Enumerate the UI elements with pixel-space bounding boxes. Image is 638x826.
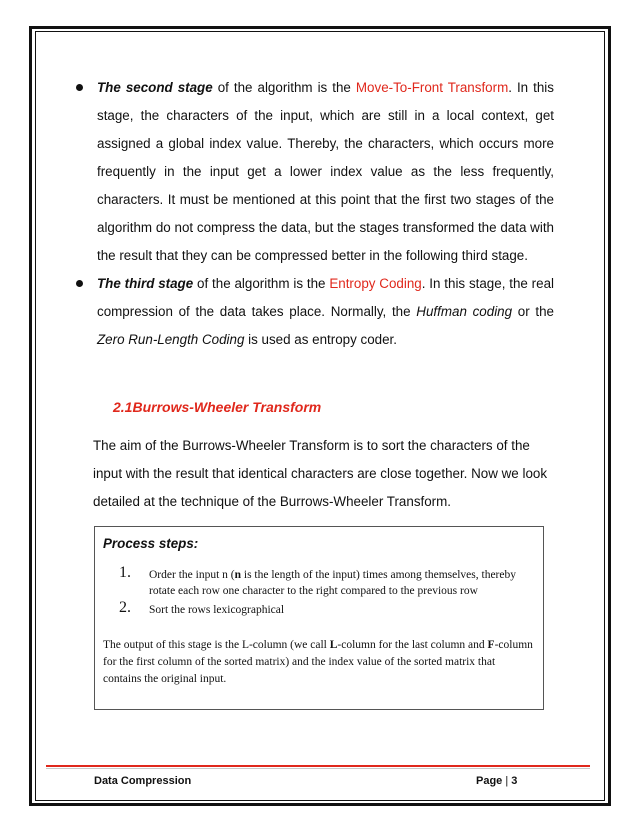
italic-term: Zero Run-Length Coding	[97, 332, 245, 347]
process-step	[119, 599, 539, 618]
footer-page	[476, 775, 517, 787]
bullet-dot-icon	[76, 84, 83, 91]
page-label: Page	[476, 775, 503, 787]
bullet-lead: The third stage	[97, 276, 194, 291]
output-text: -column for the last column and	[337, 639, 488, 651]
output-bold: F	[487, 639, 495, 651]
output-text: The output of this stage is the L-column (we call	[103, 639, 330, 651]
process-title: Process steps:	[103, 536, 199, 551]
process-step	[119, 564, 539, 599]
output-text: -column for the first column of the sorted matrix) and the index value of the sorted matrix that contains the original input.	[103, 639, 533, 685]
step-number: 2.	[119, 599, 131, 616]
process-box	[94, 526, 544, 710]
bullet-text: of the algorithm is the	[212, 80, 356, 95]
step-text: Order the input n (	[149, 569, 235, 581]
bullet-lead: The second stage	[97, 80, 213, 95]
page-separator: |	[502, 775, 512, 787]
bullet-text: . In this stage, the real compression of the data takes place. Normally, the	[97, 276, 555, 319]
bullet-list	[74, 74, 554, 354]
process-steps	[119, 564, 539, 621]
step-text: Sort the rows lexicographical	[149, 604, 285, 616]
bullet-text: is used as entropy coder.	[244, 332, 397, 347]
step-text: is the length of the input) times among themselves, thereby rotate each row one character to the right compared to the previous row	[149, 569, 516, 597]
section-heading: 2.1Burrows-Wheeler Transform	[113, 399, 322, 415]
process-output	[103, 637, 535, 688]
footer-rule	[46, 765, 590, 767]
bullet-third-stage	[74, 270, 554, 354]
step-bold: n	[234, 569, 241, 581]
output-bold: L	[329, 639, 338, 651]
footer-title: Data Compression	[94, 775, 192, 787]
highlight-term: Move-To-Front Transform	[355, 80, 509, 95]
bullet-second-stage	[74, 74, 554, 270]
bullet-dot-icon	[76, 280, 83, 287]
footer-rule-shadow	[46, 768, 590, 769]
section-intro: The aim of the Burrows-Wheeler Transform is to sort the characters of the input with the result that identical characters are close together. Now we look detailed at the technique of the Burrows-Wheeler Transform.	[93, 438, 548, 509]
highlight-term: Entropy Coding	[329, 276, 422, 291]
bullet-text: . In this stage, the characters of the input, which are still in a local context, get assigned a global index value. Thereby, the characters, which occurs more frequently in the input get a lower index value as the less frequently, characters. It must be mentioned at this point that the first two stages of the algorithm do not compress the data, but the stages transformed the data with the result that they can be compressed better in the following third stage.	[97, 80, 554, 263]
page-number: 3	[511, 775, 518, 787]
bullet-text: of the algorithm is the	[193, 276, 330, 291]
step-number: 1.	[119, 564, 131, 581]
italic-term: Huffman coding	[416, 304, 513, 319]
bullet-text: or the	[512, 304, 555, 319]
